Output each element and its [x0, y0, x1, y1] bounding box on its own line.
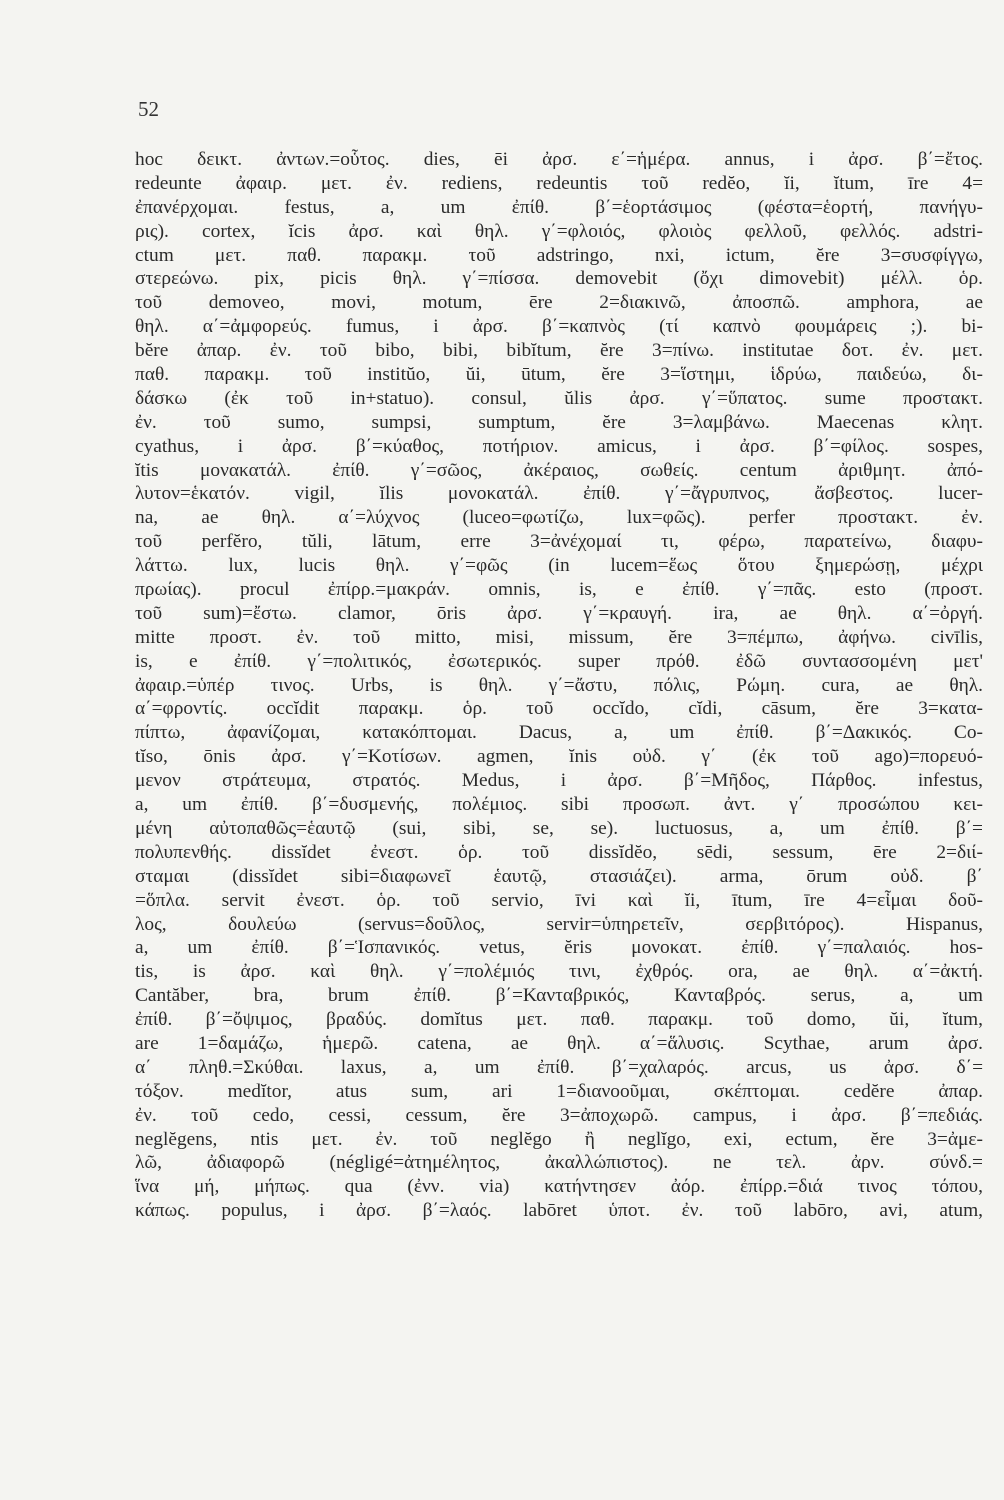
text-line: τόξον. medĭtor, atus sum, ari 1=διανοοῦμαι, σκέπτομαι. cedĕre ἀπαρ.	[135, 1080, 983, 1102]
text-line: σταμαι (dissĭdet sibi=διαφωνεῖ ἑαυτῷ, στασιάζει). arma, ōrum οὐδ. β΄	[135, 865, 983, 887]
text-line: τοῦ demoveo, movi, motum, ēre 2=διακινῶ, ἀποσπῶ. amphora, ae	[135, 292, 983, 314]
text-line: tĭso, ōnis ἀρσ. γ΄=Κοτίσων. agmen, ĭnis οὐδ. γ΄ (ἐκ τοῦ ago)=πορευό-	[135, 746, 983, 768]
text-line: πολυπενθής. dissĭdet ἐνεστ. ὁρ. τοῦ dissĭdĕo, sēdi, sessum, ēre 2=διί-	[135, 841, 983, 863]
body-text	[135, 148, 983, 1223]
text-line: πρωίας). procul ἐπίρρ.=μακράν. omnis, is, e ἐπίθ. γ΄=πᾶς. esto (προστ.	[135, 579, 983, 601]
text-line: λῶ, ἀδιαφορῶ (négligé=ἀτημέλητος, ἀκαλλώπιστος). ne τελ. ἀρν. σύνδ.=	[135, 1152, 983, 1174]
text-line: a, um ἐπίθ. β΄=Ἱσπανικός. vetus, ĕris μονοκατ. ἐπίθ. γ΄=παλαιός. hos-	[135, 937, 983, 959]
text-line: κάπως. populus, i ἀρσ. β΄=λαός. labōret ὑποτ. ἐν. τοῦ labōro, avi, atum,	[135, 1200, 983, 1222]
text-line: λος, δουλεύω (servus=δοῦλος, servir=ὑπηρετεῖν, σερβιτόρος). Hispanus,	[135, 913, 983, 935]
text-line: na, ae θηλ. α΄=λύχνος (luceo=φωτίζω, lux=φῶς). perfer προστακτ. ἐν.	[135, 507, 983, 529]
text-line: λάττω. lux, lucis θηλ. γ΄=φῶς (in lucem=ἕως ὅτου ξημερώσῃ, μέχρι	[135, 555, 983, 577]
text-line: θηλ. α΄=ἀμφορεύς. fumus, i ἀρσ. β΄=καπνὸς (τί καπνὸ φουμάρεις ;). bi-	[135, 316, 983, 338]
text-line: mitte προστ. ἐν. τοῦ mitto, misi, missum, ĕre 3=πέμπω, ἀφήνω. civīlis,	[135, 626, 983, 648]
text-line: redeunte ἀφαιρ. μετ. ἐν. rediens, redeuntis τοῦ redĕo, ĭi, ĭtum, īre 4=	[135, 172, 983, 194]
text-line: ἐν. τοῦ sumo, sumpsi, sumptum, ĕre 3=λαμβάνω. Maecenas κλητ.	[135, 411, 983, 433]
text-line: a, um ἐπίθ. β΄=δυσμενής, πολέμιος. sibi προσωπ. ἀντ. γ΄ προσώπου κει-	[135, 794, 983, 816]
text-line: ctum μετ. παθ. παρακμ. τοῦ adstringo, nxi, ictum, ĕre 3=συσφίγγω,	[135, 244, 983, 266]
text-line: ἀφαιρ.=ὑπέρ τινος. Urbs, is θηλ. γ΄=ἄστυ, πόλις, Ρώμη. cura, ae θηλ.	[135, 674, 983, 696]
text-line: bĕre ἀπαρ. ἐν. τοῦ bibo, bibi, bibĭtum, ĕre 3=πίνω. institutae δοτ. ἐν. μετ.	[135, 340, 983, 362]
text-line: δάσκω (ἐκ τοῦ in+statuo). consul, ŭlis ἀρσ. γ΄=ὕπατος. sume προστακτ.	[135, 387, 983, 409]
text-line: ἐπανέρχομαι. festus, a, um ἐπίθ. β΄=ἑορτάσιμος (φέστα=ἑορτή, πανήγυ-	[135, 196, 983, 218]
text-line: πίπτω, ἀφανίζομαι, κατακόπτομαι. Dacus, a, um ἐπίθ. β΄=Δακικός. Co-	[135, 722, 983, 744]
text-line: α΄ πληθ.=Σκύθαι. laxus, a, um ἐπίθ. β΄=χαλαρός. arcus, us ἀρσ. δ΄=	[135, 1056, 983, 1078]
text-line: ἐπίθ. β΄=ὄψιμος, βραδύς. domĭtus μετ. παθ. παρακμ. τοῦ domo, ŭi, ĭtum,	[135, 1009, 983, 1031]
text-line: are 1=δαμάζω, ἡμερῶ. catena, ae θηλ. α΄=ἅλυσις. Scythae, arum ἀρσ.	[135, 1032, 983, 1054]
text-line: neglĕgens, ntis μετ. ἐν. τοῦ neglĕgo ἢ neglĭgo, exi, ectum, ĕre 3=ἀμε-	[135, 1128, 983, 1150]
text-line: α΄=φροντίς. occĭdit παρακμ. ὁρ. τοῦ occĭdo, cĭdi, cāsum, ĕre 3=κατα-	[135, 698, 983, 720]
text-line: cyathus, i ἀρσ. β΄=κύαθος, ποτήριον. amicus, i ἀρσ. β΄=φίλος. sospes,	[135, 435, 983, 457]
text-line: Cantăber, bra, brum ἐπίθ. β΄=Κανταβρικός, Κανταβρός. serus, a, um	[135, 985, 983, 1007]
text-line: λυτον=ἑκατόν. vigil, ĭlis μονοκατάλ. ἐπίθ. γ΄=ἄγρυπνος, ἄσβεστος. lucer-	[135, 483, 983, 505]
text-line: hoc δεικτ. ἀντων.=οὗτος. dies, ēi ἀρσ. ε΄=ἡμέρα. annus, i ἀρσ. β΄=ἔτος.	[135, 149, 983, 170]
text-line: ἵνα μή, μήπως. qua (ἐνν. via) κατήντησεν ἀόρ. ἐπίρρ.=διά τινος τόπου,	[135, 1176, 983, 1198]
text-line: στερεώνω. pix, picis θηλ. γ΄=πίσσα. demovebit (ὄχι dimovebit) μέλλ. ὁρ.	[135, 268, 983, 290]
text-line: παθ. παρακμ. τοῦ institŭo, ŭi, ūtum, ĕre 3=ἵστημι, ἱδρύω, παιδεύω, δι-	[135, 364, 983, 386]
text-line: μένη αὐτοπαθῶς=ἑαυτῷ (sui, sibi, se, se). luctuosus, a, um ἐπίθ. β΄=	[135, 817, 983, 839]
text-line: τοῦ perfĕro, tŭli, lātum, erre 3=ἀνέχομαί τι, φέρω, παρατείνω, διαφυ-	[135, 531, 983, 553]
text-line: =ὅπλα. servit ἐνεστ. ὁρ. τοῦ servio, īvi καὶ ĭi, ītum, īre 4=εἶμαι δοῦ-	[135, 889, 983, 911]
text-line: μενον στράτευμα, στρατός. Medus, i ἀρσ. β΄=Μῆδος, Πάρθος. infestus,	[135, 770, 983, 792]
text-line: ĭtis μονακατάλ. ἐπίθ. γ΄=σῶος, ἀκέραιος, σωθείς. centum ἀριθμητ. ἀπό-	[135, 459, 983, 481]
text-line: ρις). cortex, ĭcis ἀρσ. καὶ θηλ. γ΄=φλοιός, φλοιὸς φελλοῦ, φελλός. adstri-	[135, 220, 983, 242]
page-number: 52	[138, 97, 159, 121]
text-line: is, e ἐπίθ. γ΄=πολιτικός, ἐσωτερικός. super πρόθ. ἐδῶ συντασσομένη μετ'	[135, 650, 983, 672]
text-line: ἐν. τοῦ cedo, cessi, cessum, ĕre 3=ἀποχωρῶ. campus, i ἀρσ. β΄=πεδιάς.	[135, 1104, 983, 1126]
text-line: tis, is ἀρσ. καὶ θηλ. γ΄=πολέμιός τινι, ἐχθρός. ora, ae θηλ. α΄=ἀκτή.	[135, 961, 983, 983]
text-line: τοῦ sum)=ἔστω. clamor, ōris ἀρσ. γ΄=κραυγή. ira, ae θηλ. α΄=ὀργή.	[135, 602, 983, 624]
